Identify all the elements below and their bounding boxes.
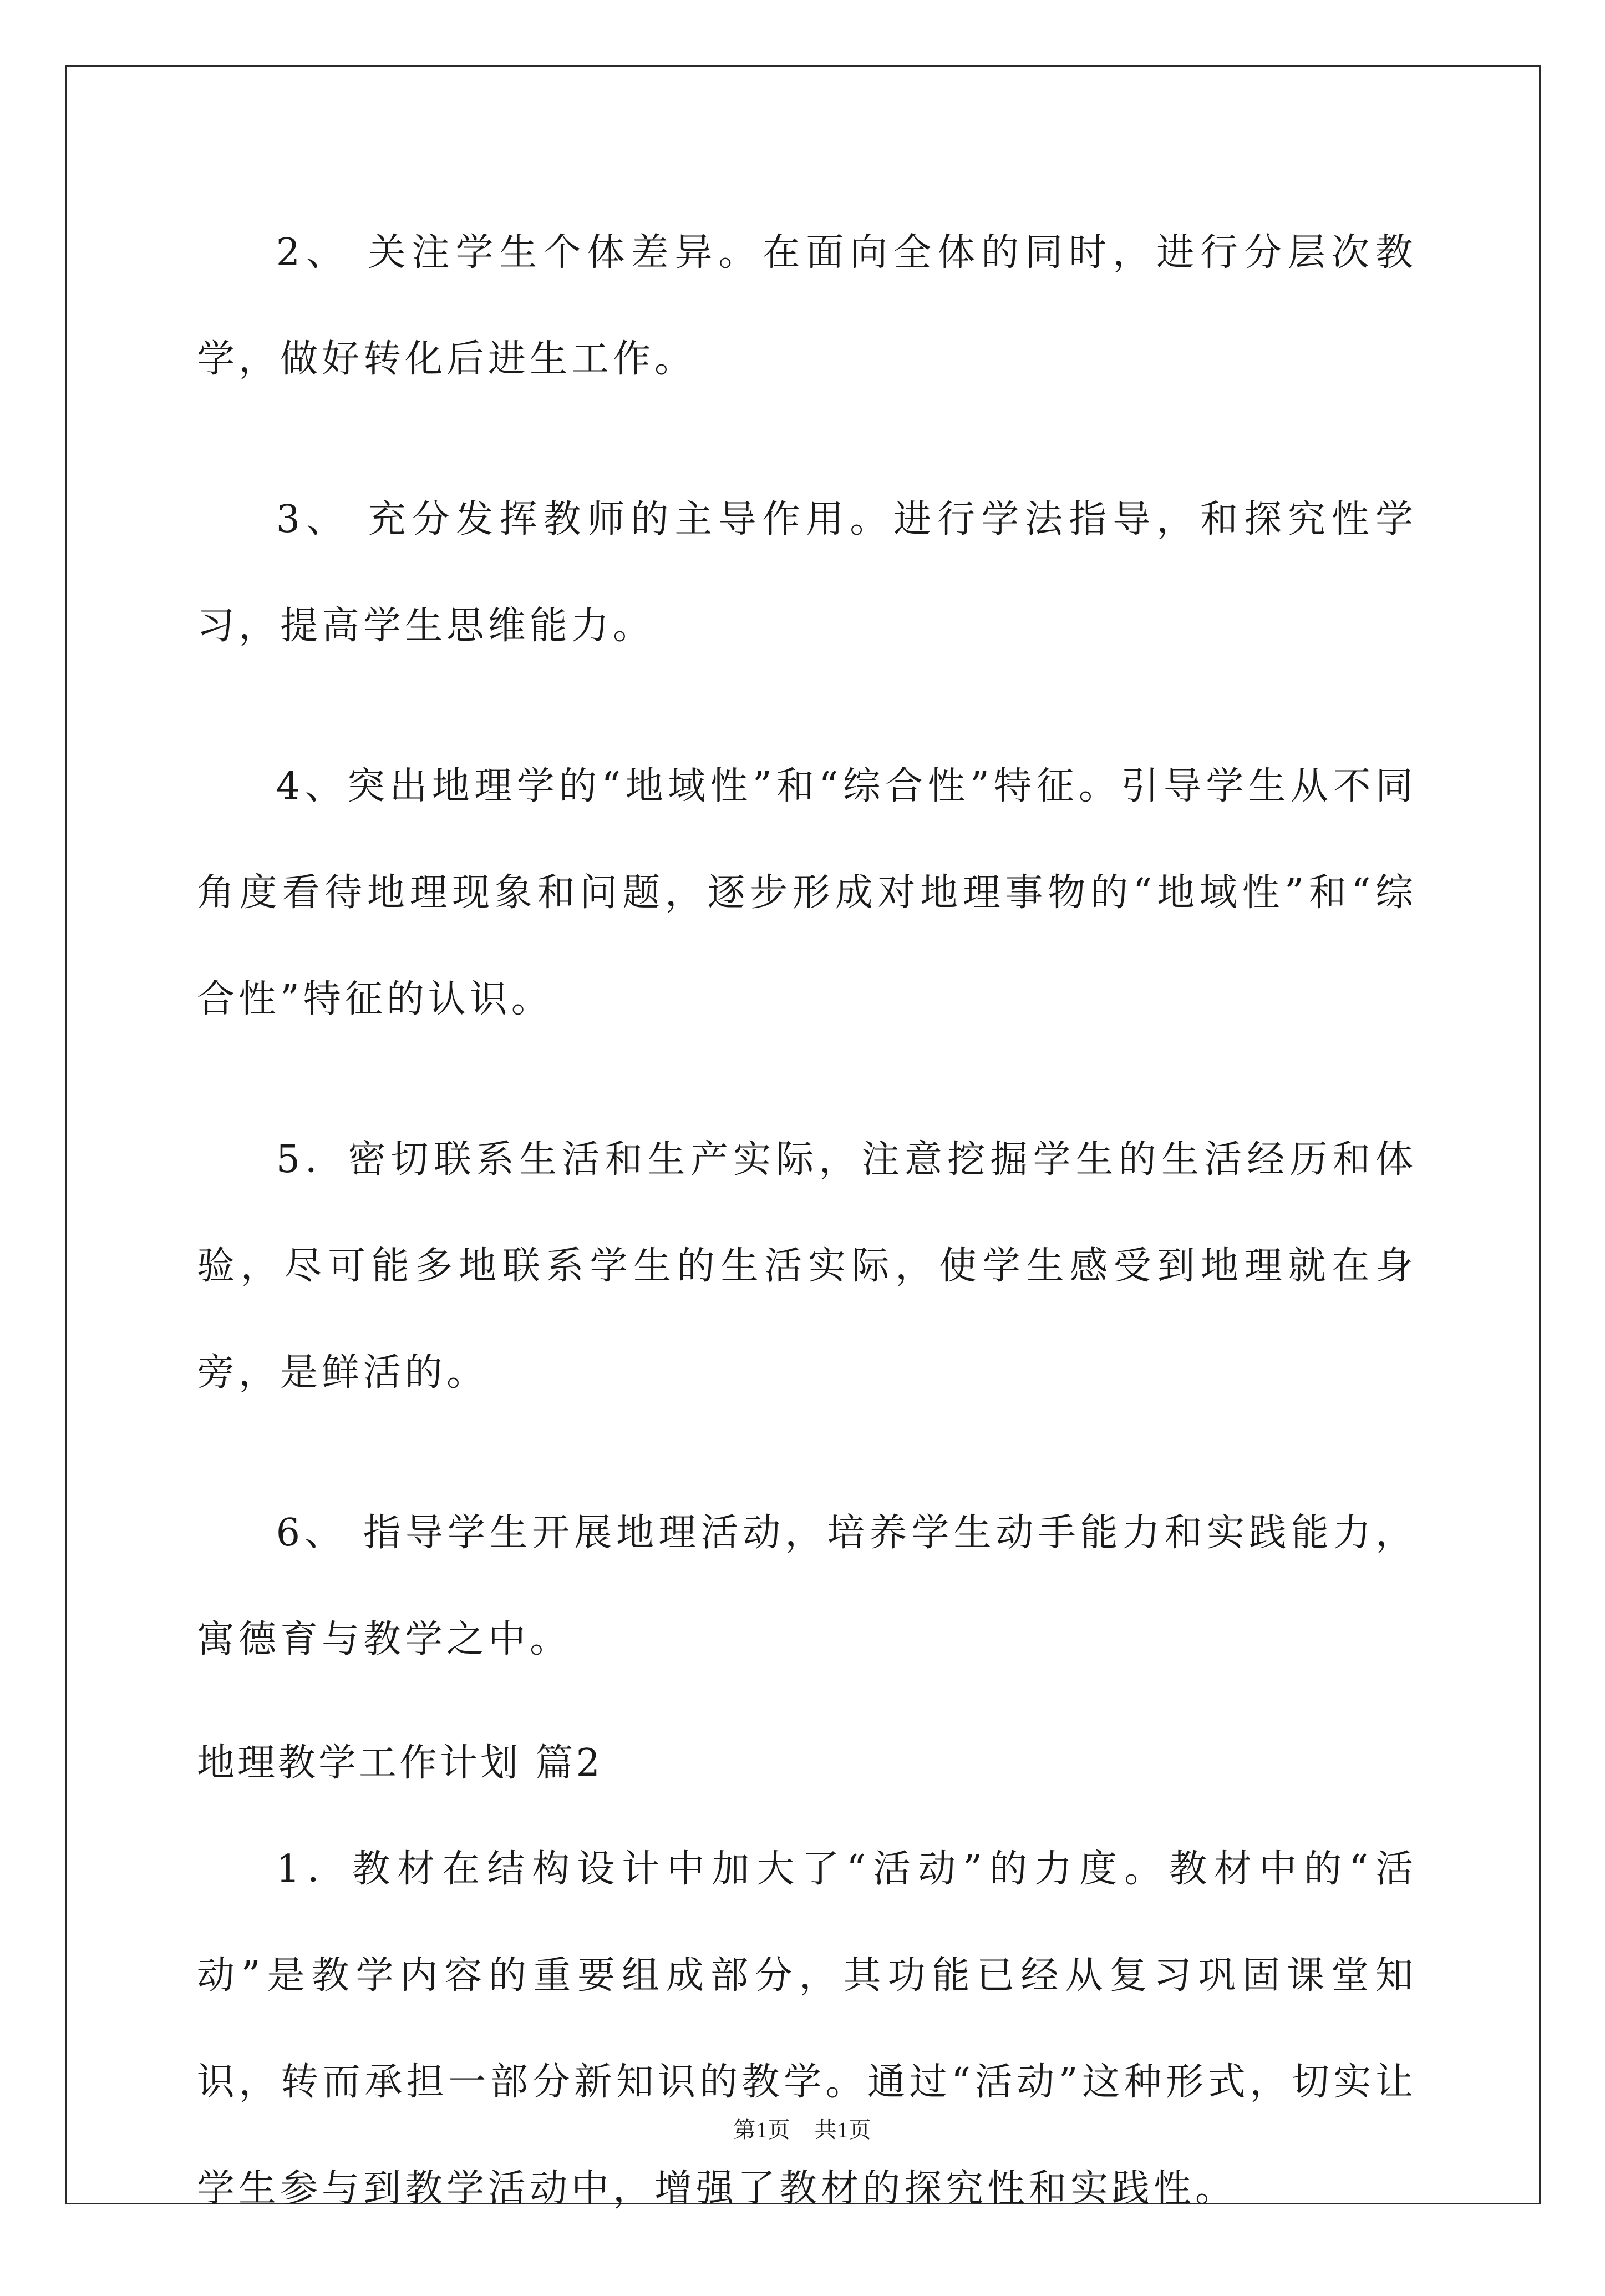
paragraph-item-2: 2、 关注学生个体差异。在面向全体的同时，进行分层次教学，做好转化后进生工作。 (197, 231, 1417, 381)
paragraph-item-5: 5．密切联系生活和生产实际，注意挖掘学生的生活经历和体验，尽可能多地联系学生的生活实际，使学生感受到地理就在身旁，是鲜活的。 (197, 1138, 1417, 1395)
page-footer (0, 2112, 1605, 2144)
paragraph-section2-item-1: 1．教材在结构设计中加大了“活动”的力度。教材中的“活动”是教学内容的重要组成部分，其功能已经从复习巩固课堂知识，转而承担一部分新知识的教学。通过“活动”这种形式，切实让学生参与到教学活动中，增强了教材的探究性和实践性。 (197, 1847, 1417, 2211)
page-number-current: 第1页 (733, 2117, 791, 2142)
page-number-total: 共1页 (814, 2117, 872, 2142)
section-heading: 地理教学工作计划 篇2 (197, 1741, 603, 1785)
paragraph-item-3: 3、 充分发挥教师的主导作用。进行学法指导，和探究性学习，提高学生思维能力。 (197, 498, 1417, 648)
paragraph-item-4: 4、突出地理学的“地域性”和“综合性”特征。引导学生从不同角度看待地理现象和问题，逐步形成对地理事物的“地域性”和“综合性”特征的认识。 (197, 764, 1417, 1021)
paragraph-item-6: 6、 指导学生开展地理活动，培养学生动手能力和实践能力，寓德育与教学之中。 (197, 1511, 1417, 1661)
document-body (197, 200, 1417, 2296)
